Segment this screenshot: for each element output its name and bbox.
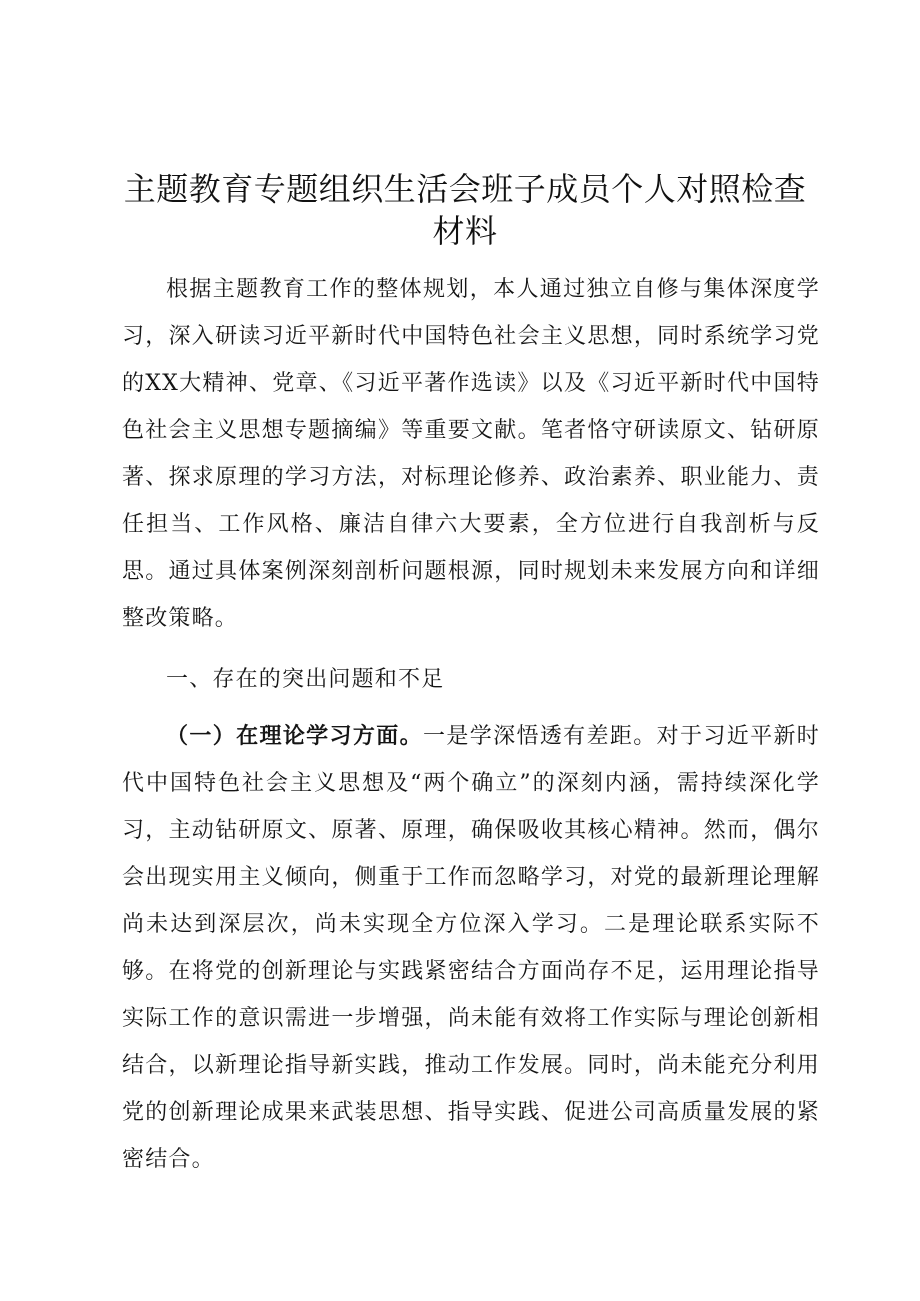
subsection-body-theory-study: 一是学深悟透有差距。对于习近平新时代中国特色社会主义思想及“两个确立”的深刻内涵，需持续深化学习，主动钻研原文、原著、原理，确保吸收其核心精神。然而，偶尔会出现实用主义倾向，侧重于工作而忽略学习，对党的最新理论理解尚未达到深层次，尚未实现全方位深入学习。二是理论联系实际不够。在将党的创新理论与实践紧密结合方面尚存不足，运用理论指导实际工作的意识需进一步增强，尚未能有效将工作实际与理论创新相结合，以新理论指导新实践，推动工作发展。同时，尚未能充分利用党的创新理论成果来武装思想、指导实践、促进公司高质量发展的紧密结合。	[122, 724, 821, 1172]
subsection-heading-theory-study: （一）在理论学习方面。	[166, 724, 423, 749]
document-title: 主题教育专题组织生活会班子成员个人对照检查材料	[123, 170, 807, 250]
section-heading-problems: 一、存在的突出问题和不足	[166, 667, 445, 692]
subsection-paragraph-theory-study	[122, 713, 820, 1183]
intro-paragraph: 根据主题教育工作的整体规划，本人通过独立自修与集体深度学习，深入研读习近平新时代中国特色社会主义思想，同时系统学习党的XX大精神、党章、《习近平著作选读》以及《习近平新时代中国特色社会主义思想专题摘编》等重要文献。笔者恪守研读原文、钻研原著、探求原理的学习方法，对标理论修养、政治素养、职业能力、责任担当、工作风格、廉洁自律六大要素，全方位进行自我剖析与反思。通过具体案例深刻剖析问题根源，同时规划未来发展方向和详细整改策略。	[122, 277, 820, 631]
